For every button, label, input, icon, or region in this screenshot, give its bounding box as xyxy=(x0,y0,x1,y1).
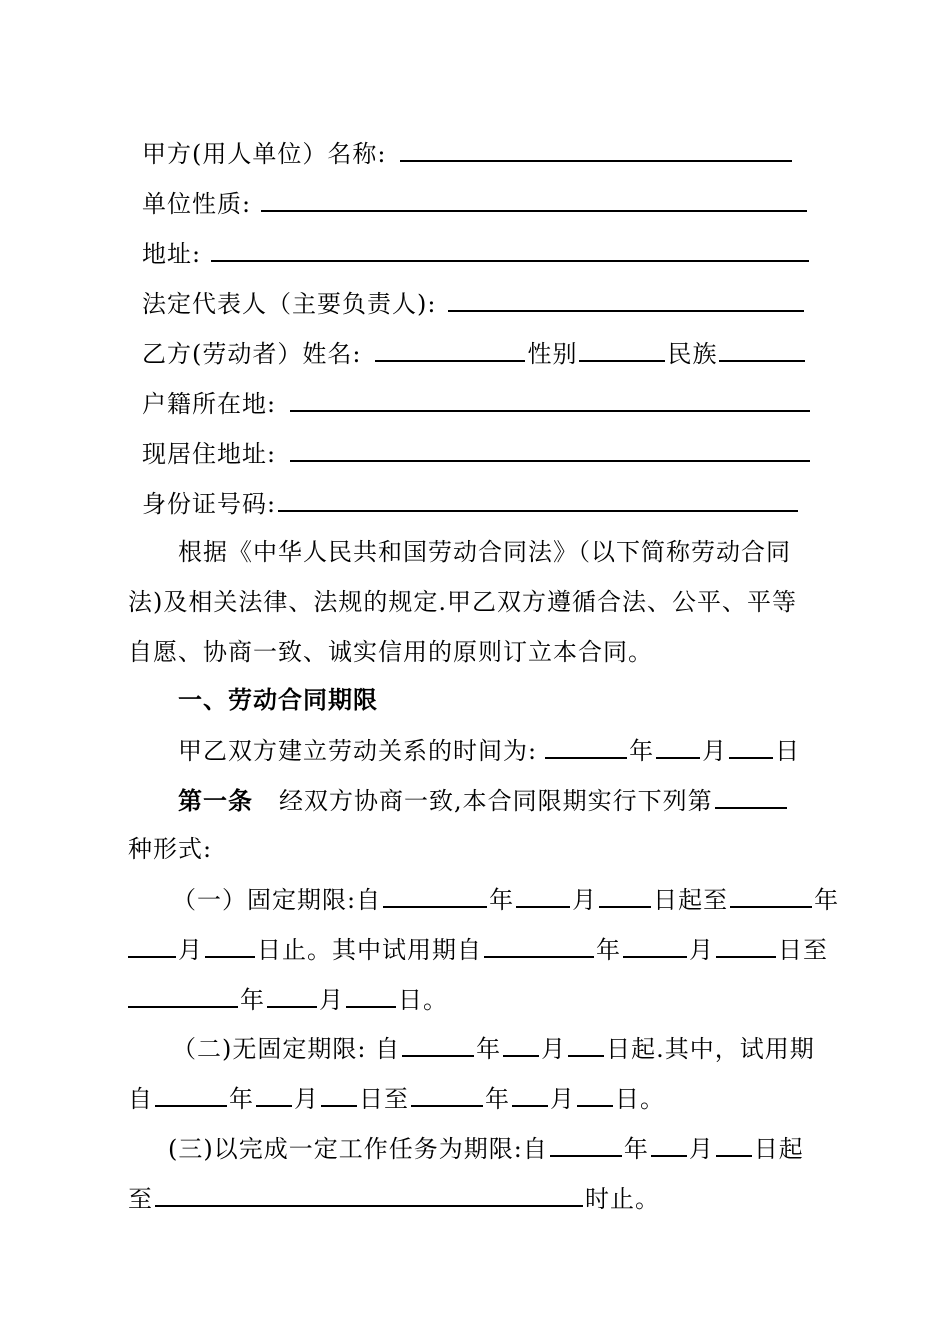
option-3-row-2 xyxy=(128,1179,660,1215)
year-label: 年 xyxy=(485,1085,510,1113)
month-label: 月 xyxy=(550,1085,575,1113)
option-2-prefix: （二)无固定期限: 自 xyxy=(172,1035,401,1063)
option-1-row-1 xyxy=(172,880,839,916)
id-number-field[interactable] xyxy=(278,484,798,512)
party-a-name-field[interactable] xyxy=(400,134,792,162)
preamble-line-1: 根据《中华人民共和国劳动合同法》（以下简称劳动合同 xyxy=(178,538,791,566)
month-label: 月 xyxy=(702,737,728,765)
open-start-year[interactable] xyxy=(402,1029,474,1057)
day-to-label: 日至 xyxy=(778,936,828,964)
year-label: 年 xyxy=(240,986,265,1014)
household-field[interactable] xyxy=(290,384,810,412)
id-number-label: 身份证号码: xyxy=(142,490,277,518)
option-1-row-3 xyxy=(128,980,448,1016)
article-1-title: 第一条 xyxy=(178,787,253,815)
open-probation-end-month[interactable] xyxy=(512,1079,548,1107)
probation-end-day[interactable] xyxy=(346,980,396,1008)
year-label: 年 xyxy=(476,1035,502,1063)
probation-start-day[interactable] xyxy=(716,930,776,958)
end-label: 时止。 xyxy=(585,1185,660,1213)
preamble-line-2: 法)及相关法律、法规的规定.甲乙双方遵循合法、公平、平等 xyxy=(128,588,797,616)
address-row xyxy=(142,234,811,270)
start-day-field[interactable] xyxy=(729,731,773,759)
day-final-label: 日。 xyxy=(615,1085,665,1113)
legal-rep-label: 法定代表人（主要负责人): xyxy=(142,290,437,318)
task-start-year[interactable] xyxy=(550,1129,622,1157)
fixed-end-month[interactable] xyxy=(128,930,176,958)
year-label: 年 xyxy=(629,737,655,765)
party-b-name-label: 乙方(劳动者）姓名: xyxy=(142,340,362,368)
open-probation-start-year[interactable] xyxy=(155,1079,227,1107)
month-label: 月 xyxy=(572,886,598,914)
month-label: 月 xyxy=(294,1085,319,1113)
option-1-prefix: （一）固定期限:自 xyxy=(172,886,382,914)
household-row xyxy=(142,384,812,420)
month-label: 月 xyxy=(688,1135,714,1163)
fixed-end-day[interactable] xyxy=(205,930,255,958)
start-date-label: 甲乙双方建立劳动关系的时间为: xyxy=(178,737,538,765)
month-label: 月 xyxy=(689,936,714,964)
day-end-label: 日止。其中试用期自 xyxy=(257,936,482,964)
open-probation-start-month[interactable] xyxy=(256,1079,292,1107)
day-to-label: 日至 xyxy=(359,1085,409,1113)
id-number-row xyxy=(142,484,800,520)
fixed-start-day[interactable] xyxy=(599,880,651,908)
option-3-prefix: (三)以完成一定工作任务为期限:自 xyxy=(168,1135,548,1163)
day-final-label: 日。 xyxy=(398,986,448,1014)
open-probation-end-year[interactable] xyxy=(411,1079,483,1107)
open-probation-end-day[interactable] xyxy=(577,1079,613,1107)
residence-field[interactable] xyxy=(290,434,810,462)
party-b-name-field[interactable] xyxy=(375,334,525,362)
day-from-label: 日起至 xyxy=(653,886,729,914)
from-label: 自 xyxy=(128,1085,153,1113)
year-label: 年 xyxy=(229,1085,254,1113)
fixed-start-month[interactable] xyxy=(516,880,570,908)
household-label: 户籍所在地: xyxy=(142,390,277,418)
to-label: 至 xyxy=(128,1185,153,1213)
start-date-row xyxy=(178,731,800,767)
party-b-name-row xyxy=(142,334,807,370)
probation-start-month[interactable] xyxy=(623,930,687,958)
form-number-field[interactable] xyxy=(715,781,787,809)
year-label: 年 xyxy=(489,886,515,914)
probation-end-month[interactable] xyxy=(267,980,317,1008)
unit-nature-field[interactable] xyxy=(261,184,807,212)
party-a-name-label: 甲方(用人单位）名称: xyxy=(142,140,387,168)
start-month-field[interactable] xyxy=(656,731,700,759)
party-a-name-row xyxy=(142,134,794,170)
month-label: 月 xyxy=(178,936,203,964)
legal-rep-field[interactable] xyxy=(448,284,804,312)
option-2-row-1 xyxy=(172,1029,815,1065)
gender-label: 性别 xyxy=(527,340,578,368)
option-2-row-2 xyxy=(128,1079,665,1115)
probation-end-year[interactable] xyxy=(128,980,238,1008)
month-label: 月 xyxy=(319,986,344,1014)
day-from-label: 日起 xyxy=(753,1135,804,1163)
legal-rep-row xyxy=(142,284,806,320)
fixed-start-year[interactable] xyxy=(383,880,487,908)
start-year-field[interactable] xyxy=(545,731,627,759)
article-1-text-2: 种形式: xyxy=(128,835,213,863)
year-label: 年 xyxy=(623,1135,649,1163)
open-probation-start-day[interactable] xyxy=(321,1079,357,1107)
open-start-day[interactable] xyxy=(568,1029,604,1057)
task-completion-field[interactable] xyxy=(155,1179,583,1207)
gender-field[interactable] xyxy=(579,334,665,362)
probation-start-year[interactable] xyxy=(484,930,594,958)
unit-nature-row xyxy=(142,184,809,220)
fixed-end-year[interactable] xyxy=(730,880,812,908)
article-1-text: 经双方协商一致,本合同限期实行下列第 xyxy=(279,787,713,815)
year-label: 年 xyxy=(596,936,621,964)
day-label: 日 xyxy=(775,737,801,765)
day-from-label: 日起.其中，试用期 xyxy=(606,1035,815,1063)
ethnicity-label: 民族 xyxy=(667,340,718,368)
address-label: 地址: xyxy=(142,240,202,268)
address-field[interactable] xyxy=(211,234,809,262)
article-1-row xyxy=(178,781,789,817)
open-start-month[interactable] xyxy=(503,1029,539,1057)
residence-row xyxy=(142,434,812,470)
year-label: 年 xyxy=(814,886,840,914)
unit-nature-label: 单位性质: xyxy=(142,190,252,218)
option-3-row-1 xyxy=(168,1129,804,1165)
residence-label: 现居住地址: xyxy=(142,440,277,468)
task-start-month[interactable] xyxy=(651,1129,687,1157)
task-start-day[interactable] xyxy=(716,1129,752,1157)
option-1-row-2 xyxy=(128,930,828,966)
section-title: 一、劳动合同期限 xyxy=(178,686,378,714)
month-label: 月 xyxy=(541,1035,567,1063)
ethnicity-field[interactable] xyxy=(719,334,805,362)
preamble-line-3: 自愿、协商一致、诚实信用的原则订立本合同。 xyxy=(128,638,653,666)
